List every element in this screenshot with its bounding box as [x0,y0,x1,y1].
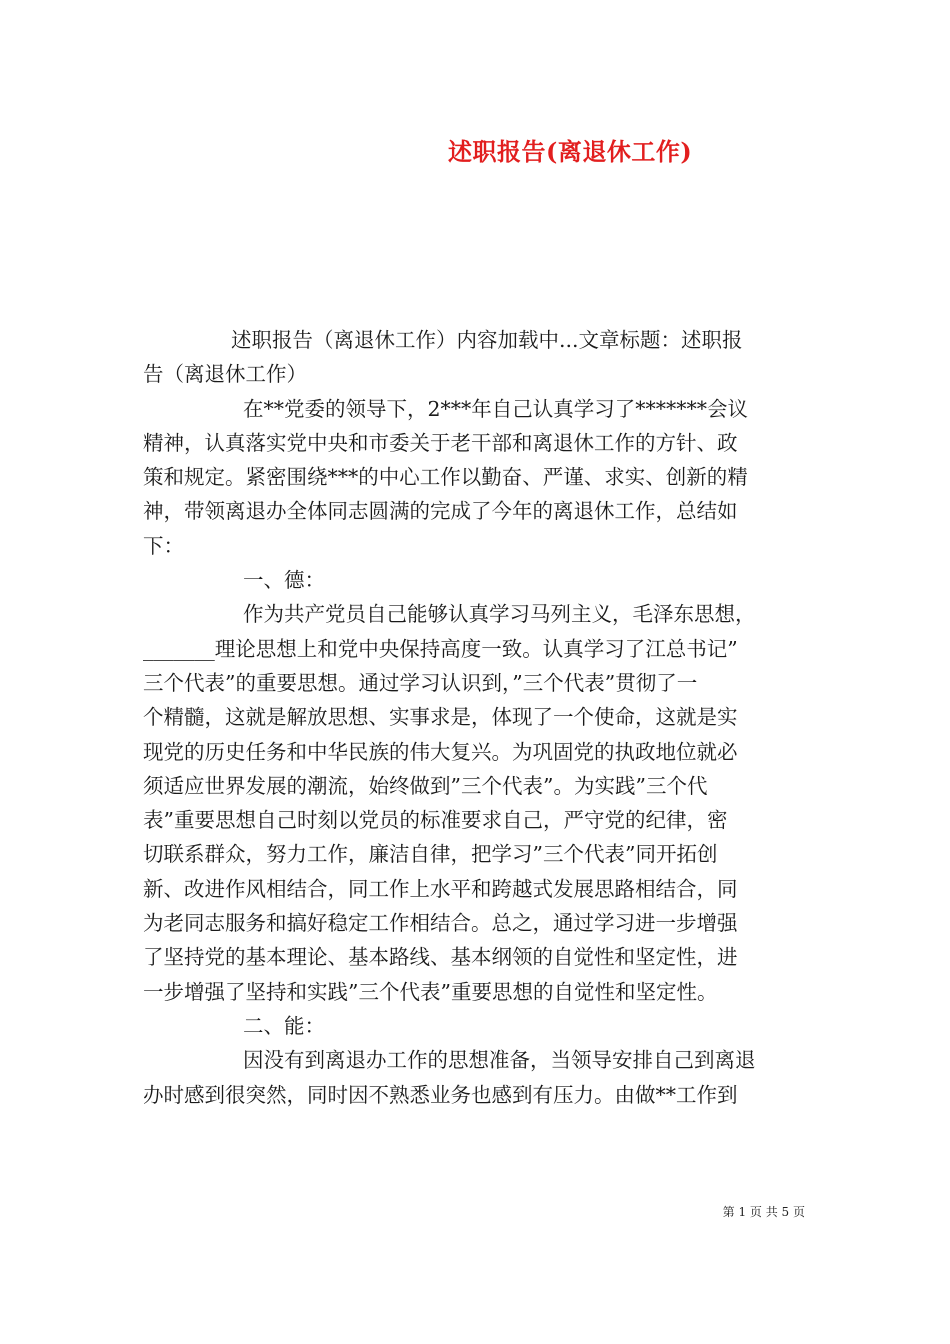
text-line: 了坚持党的基本理论、基本路线、基本纲领的自觉性和坚定性，进 [143,945,738,970]
text-line: 办时感到很突然，同时因不熟悉业务也感到有压力。由做**工作到 [143,1082,738,1107]
page-footer: 第 1 页 共 5 页 [722,1205,805,1219]
text-line: 作为共产党员自己能够认真学习马列主义，毛泽东思想， [243,602,756,627]
document-title: 述职报告(离退休工作) [448,137,693,166]
text-line: 现党的历史任务和中华民族的伟大复兴。为巩固党的执政地位就必 [143,739,738,764]
text-line: 策和规定。紧密围绕***的中心工作以勤奋、严谨、求实、创新的精 [143,465,748,490]
text-line: 精神，认真落实党中央和市委关于老干部和离退休工作的方针、政 [143,430,738,455]
text-line: 一步增强了坚持和实践”三个代表”重要思想的自觉性和坚定性。 [143,979,718,1004]
text-line: 为老同志服务和搞好稳定工作相结合。总之，通过学习进一步增强 [143,911,738,936]
text-line: 述职报告（离退休工作）内容加载中...文章标题：述职报 [231,328,743,352]
text-line: 告（离退休工作） [143,362,307,387]
text-line: 二、能： [243,1013,325,1038]
text-line: 神，带领离退办全体同志圆满的完成了今年的离退休工作，总结如 [143,499,738,524]
text-line: 在**党委的领导下，2***年自己认真学习了*******会议 [243,396,749,421]
text-line: _______理论思想上和党中央保持高度一致。认真学习了江总书记” [143,636,738,661]
text-line: 下： [143,533,184,558]
document-body [143,323,811,1112]
text-line: 切联系群众，努力工作，廉洁自律，把学习”三个代表”同开拓创 [143,842,718,867]
text-line: 表”重要思想自己时刻以党员的标准要求自己，严守党的纪律，密 [143,808,728,833]
text-line: 须适应世界发展的潮流，始终做到”三个代表”。为实践”三个代 [143,773,708,798]
text-line: 因没有到离退办工作的思想准备，当领导安排自己到离退 [243,1048,756,1073]
text-line: 个精髓，这就是解放思想、实事求是，体现了一个使命，这就是实 [143,705,738,730]
text-line: 新、改进作风相结合，同工作上水平和跨越式发展思路相结合，同 [143,876,738,901]
text-line: 三个代表”的重要思想。通过学习认识到，”三个代表”贯彻了一 [143,670,698,695]
text-line: 一、德： [243,568,325,593]
